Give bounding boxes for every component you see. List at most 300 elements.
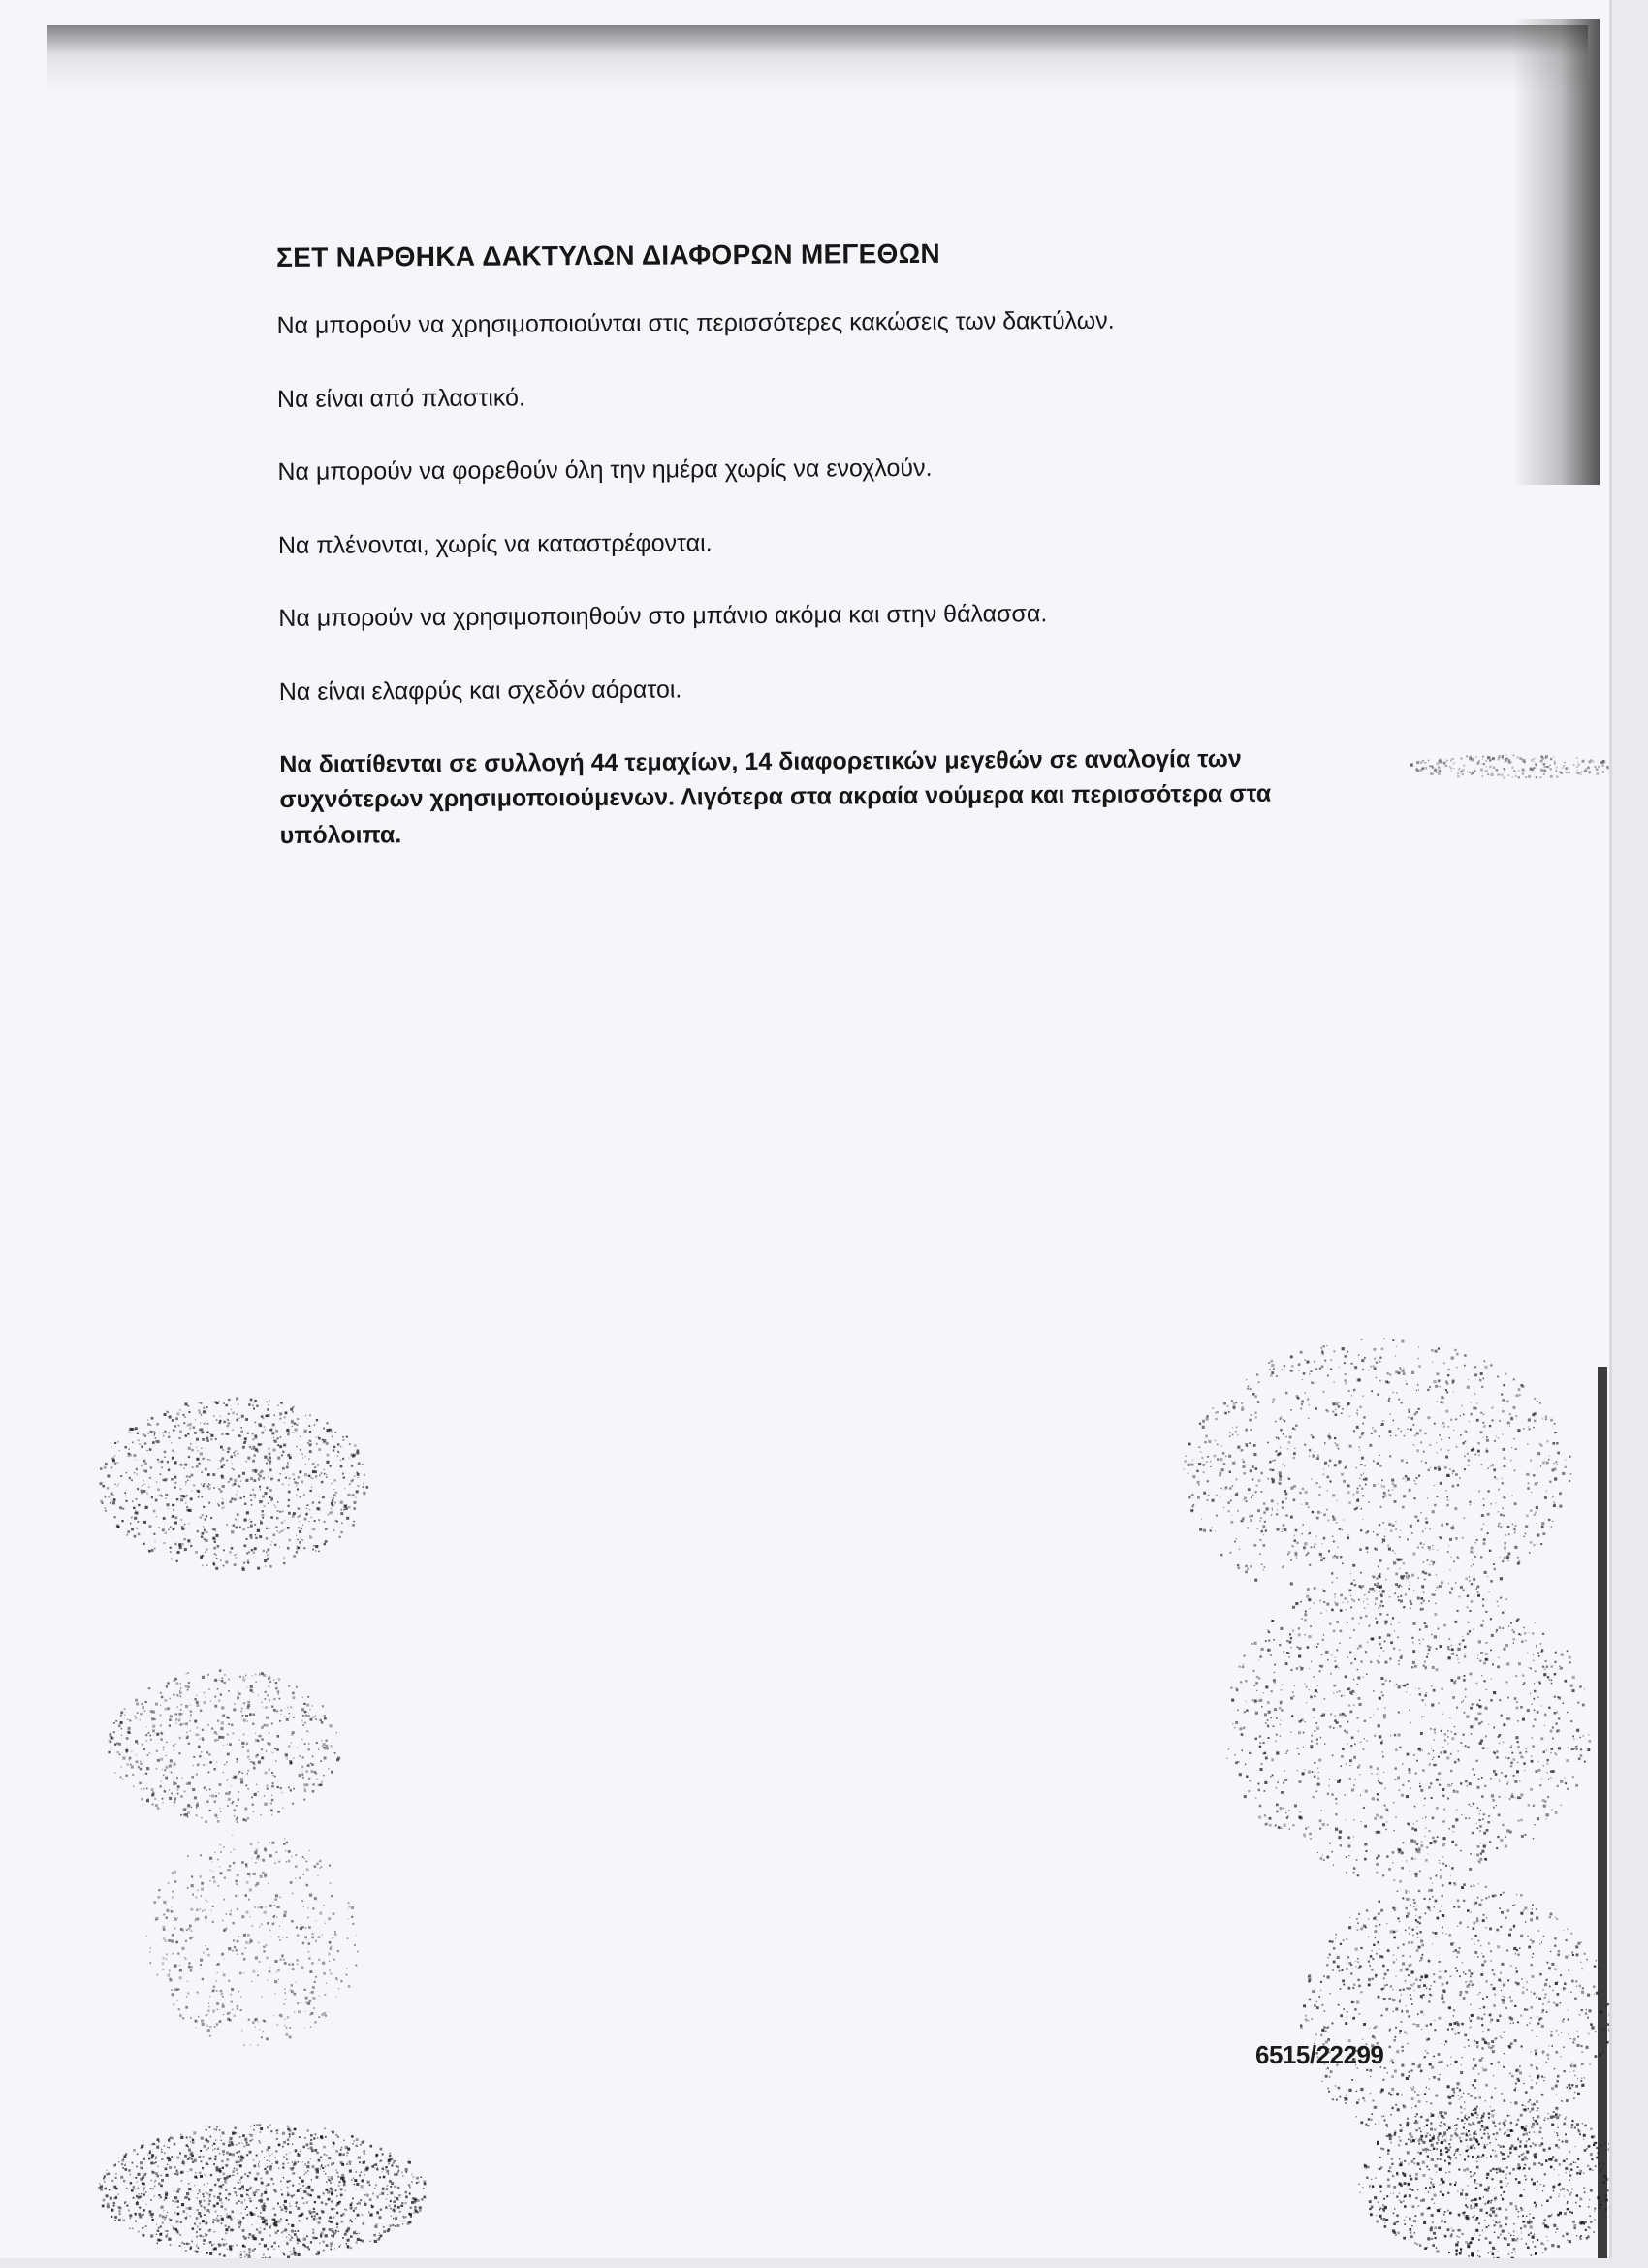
toner-speck <box>269 1565 271 1567</box>
toner-speck <box>1201 1457 1203 1459</box>
toner-speck <box>1305 1502 1308 1505</box>
toner-speck <box>171 1989 173 1991</box>
toner-speck <box>1275 1825 1277 1827</box>
toner-speck <box>262 1872 265 1874</box>
toner-speck <box>1570 1685 1573 1687</box>
toner-speck <box>1453 1430 1454 1431</box>
toner-speck <box>1333 1541 1335 1543</box>
toner-speck <box>1467 1607 1469 1609</box>
toner-speck <box>1344 1379 1347 1382</box>
toner-speck <box>1559 1666 1560 1667</box>
toner-speck <box>1395 1435 1396 1436</box>
toner-speck <box>1186 1456 1187 1457</box>
toner-speck <box>1470 1610 1472 1612</box>
toner-speck <box>318 1496 320 1497</box>
toner-speck <box>1528 1418 1531 1421</box>
toner-speck <box>255 1956 258 1959</box>
toner-speck <box>158 1527 160 1528</box>
toner-speck <box>1298 1370 1299 1371</box>
toner-speck <box>230 1478 233 1481</box>
toner-speck <box>1242 1465 1245 1468</box>
toner-speck <box>1464 1517 1465 1518</box>
toner-speck <box>1487 1513 1490 1516</box>
toner-speck <box>203 2243 204 2244</box>
toner-speck <box>243 1719 246 1722</box>
toner-speck <box>411 2181 413 2183</box>
toner-speck <box>1388 1523 1391 1526</box>
toner-speck <box>116 1525 119 1528</box>
toner-speck <box>167 1503 170 1506</box>
toner-speck <box>182 2210 185 2213</box>
toner-speck <box>320 1719 322 1721</box>
toner-speck <box>314 2021 316 2023</box>
toner-speck <box>307 1907 309 1909</box>
toner-speck <box>314 1424 316 1426</box>
toner-speck <box>376 2168 378 2170</box>
toner-speck <box>292 1963 295 1966</box>
toner-speck <box>218 1505 220 1507</box>
toner-speck <box>383 2230 386 2233</box>
toner-speck <box>207 2029 210 2032</box>
toner-speck <box>236 1880 238 1882</box>
toner-speck <box>1349 1445 1352 1448</box>
toner-speck <box>269 1842 270 1843</box>
toner-speck <box>184 2196 187 2199</box>
toner-speck <box>1353 1580 1354 1581</box>
toner-speck <box>1507 1781 1508 1782</box>
toner-speck <box>1537 1482 1538 1484</box>
toner-speck <box>1282 1684 1283 1685</box>
toner-speck <box>249 1534 252 1537</box>
toner-speck <box>151 1794 154 1797</box>
toner-speck <box>279 1720 281 1722</box>
toner-speck <box>263 1946 265 1948</box>
toner-speck <box>1478 1640 1481 1643</box>
toner-speck <box>262 1707 263 1708</box>
toner-speck <box>1466 1596 1467 1597</box>
toner-speck <box>171 1793 173 1795</box>
toner-speck <box>255 1495 256 1496</box>
toner-speck <box>1320 1556 1322 1558</box>
toner-speck <box>268 1883 269 1885</box>
toner-speck <box>158 2183 161 2186</box>
toner-speck <box>241 1953 243 1955</box>
toner-speck <box>304 1788 305 1789</box>
toner-speck <box>231 1988 234 1991</box>
toner-speck <box>255 1739 258 1742</box>
toner-speck <box>213 1487 215 1489</box>
toner-speck <box>182 1947 185 1950</box>
toner-speck <box>1477 1807 1479 1809</box>
toner-speck <box>208 2198 209 2199</box>
toner-speck <box>247 1934 250 1937</box>
toner-speck <box>1483 1437 1484 1438</box>
toner-speck <box>216 2129 218 2131</box>
toner-speck <box>270 1544 271 1545</box>
toner-speck <box>355 2218 356 2219</box>
toner-speck <box>1540 1643 1541 1644</box>
toner-speck <box>188 2243 189 2244</box>
toner-speck <box>1463 1734 1465 1736</box>
toner-speck <box>173 1528 175 1531</box>
toner-speck <box>197 1727 199 1729</box>
toner-speck <box>249 2198 250 2199</box>
toner-speck <box>180 2172 182 2174</box>
toner-speck <box>1295 1529 1298 1532</box>
toner-speck <box>1462 1636 1463 1637</box>
toner-speck <box>164 2219 165 2220</box>
toner-speck <box>335 1520 337 1522</box>
toner-speck <box>1341 1765 1343 1767</box>
toner-speck <box>318 1784 321 1787</box>
toner-speck <box>327 1514 329 1516</box>
toner-speck <box>1464 1468 1466 1470</box>
toner-speck <box>244 1545 247 1548</box>
toner-speck <box>174 1461 176 1464</box>
toner-speck <box>269 1430 270 1431</box>
toner-speck <box>144 1470 147 1473</box>
toner-speck <box>126 1737 129 1740</box>
toner-speck <box>1274 1460 1276 1462</box>
toner-speck <box>255 1469 258 1472</box>
toner-speck <box>219 2186 221 2188</box>
toner-speck <box>184 2164 185 2165</box>
toner-speck <box>293 1406 295 1408</box>
toner-speck <box>325 2234 328 2237</box>
toner-speck <box>1480 1652 1483 1654</box>
toner-speck <box>157 1459 159 1461</box>
toner-speck <box>206 2015 207 2017</box>
toner-speck <box>324 1717 327 1720</box>
toner-speck <box>252 1438 254 1440</box>
toner-speck <box>250 1761 252 1763</box>
toner-speck <box>413 2212 415 2214</box>
toner-speck <box>214 2220 216 2221</box>
toner-speck <box>260 1906 263 1909</box>
toner-speck <box>1309 1668 1310 1669</box>
toner-speck <box>1515 1448 1517 1450</box>
toner-speck <box>135 1427 138 1430</box>
toner-speck <box>1287 1750 1288 1751</box>
toner-speck <box>1337 1547 1339 1549</box>
toner-speck <box>104 1466 107 1469</box>
toner-speck <box>1305 1360 1306 1361</box>
toner-speck <box>252 1970 255 1973</box>
toner-speck <box>222 1508 223 1509</box>
toner-speck <box>346 2163 348 2165</box>
toner-speck <box>179 1713 182 1716</box>
toner-speck <box>236 1883 238 1885</box>
toner-speck <box>216 2169 219 2172</box>
toner-speck <box>234 1815 236 1817</box>
toner-speck <box>177 2188 180 2190</box>
toner-speck <box>228 2193 231 2196</box>
toner-speck <box>347 2239 350 2242</box>
toner-speck <box>351 1906 354 1909</box>
toner-speck <box>177 2214 178 2215</box>
toner-speck <box>1452 1525 1454 1527</box>
toner-speck <box>285 1999 287 2000</box>
toner-speck <box>217 1720 219 1722</box>
toner-speck <box>1451 1645 1452 1646</box>
toner-speck <box>191 1490 192 1491</box>
toner-speck <box>335 2169 337 2171</box>
toner-speck <box>170 1715 171 1716</box>
toner-speck <box>152 1725 155 1728</box>
toner-speck <box>282 1467 285 1470</box>
toner-speck <box>309 1992 310 1993</box>
toner-speck <box>1312 1382 1314 1384</box>
toner-speck <box>1404 1435 1406 1437</box>
toner-speck <box>223 1421 225 1423</box>
toner-speck <box>1298 1627 1300 1629</box>
toner-speck <box>184 1957 185 1958</box>
toner-speck <box>104 1496 106 1497</box>
toner-speck <box>355 1497 356 1498</box>
toner-speck <box>133 1507 135 1509</box>
toner-speck <box>1277 1509 1278 1510</box>
toner-speck <box>272 1782 274 1784</box>
toner-speck <box>396 2197 398 2199</box>
toner-speck <box>1425 1521 1428 1524</box>
toner-speck <box>1394 1484 1397 1487</box>
toner-speck <box>179 1969 182 1972</box>
toner-speck <box>1414 1435 1416 1437</box>
toner-speck <box>336 1997 337 1998</box>
toner-speck <box>1327 1793 1329 1795</box>
toner-speck <box>296 1424 298 1426</box>
toner-speck <box>253 1811 255 1812</box>
toner-speck <box>237 1821 238 1823</box>
toner-speck <box>253 1714 256 1717</box>
toner-speck <box>1350 1573 1351 1574</box>
toner-speck <box>228 1793 231 1796</box>
toner-speck <box>174 1543 176 1545</box>
toner-speck <box>112 1501 115 1504</box>
toner-speck <box>225 2189 227 2191</box>
toner-speck <box>1277 1503 1278 1504</box>
toner-speck <box>291 1421 294 1424</box>
toner-speck <box>289 1456 292 1459</box>
toner-speck <box>312 1705 313 1706</box>
toner-speck <box>1401 1402 1403 1403</box>
toner-speck <box>1289 1436 1292 1439</box>
toner-speck <box>221 2160 223 2162</box>
toner-speck <box>240 2009 242 2011</box>
toner-speck <box>192 1788 195 1791</box>
toner-speck <box>248 2254 250 2256</box>
toner-speck <box>1374 1548 1376 1550</box>
toner-speck <box>177 2206 179 2208</box>
toner-speck <box>1494 1440 1496 1442</box>
toner-speck <box>143 2214 144 2216</box>
toner-speck <box>1198 1484 1200 1486</box>
toner-speck <box>144 1463 147 1465</box>
toner-speck <box>1271 1364 1274 1367</box>
toner-speck <box>112 1495 113 1496</box>
toner-speck <box>337 1456 338 1457</box>
toner-speck <box>1416 1477 1418 1479</box>
toner-speck <box>217 1972 218 1973</box>
toner-speck <box>1379 1613 1381 1615</box>
toner-speck <box>275 1894 278 1897</box>
toner-speck <box>222 1498 223 1499</box>
toner-speck <box>261 1924 263 1926</box>
toner-speck <box>221 1706 224 1709</box>
toner-speck <box>1263 1534 1264 1535</box>
toner-speck <box>1459 1643 1462 1646</box>
toner-speck <box>1514 1470 1516 1472</box>
toner-speck <box>172 1457 174 1460</box>
toner-speck <box>161 1696 163 1698</box>
toner-speck <box>1451 1557 1452 1558</box>
toner-speck <box>316 2152 318 2154</box>
toner-speck <box>305 1715 308 1717</box>
toner-speck <box>209 2252 212 2255</box>
toner-speck <box>207 2140 210 2143</box>
toner-speck <box>165 2197 168 2200</box>
toner-speck <box>271 1842 274 1844</box>
toner-speck <box>128 2169 131 2172</box>
toner-speck <box>1207 1456 1209 1458</box>
toner-speck <box>150 1466 152 1468</box>
toner-speck <box>382 2171 383 2172</box>
toner-speck <box>238 2200 240 2202</box>
toner-speck <box>157 2138 160 2141</box>
toner-speck <box>244 1437 247 1440</box>
toner-speck <box>223 2143 226 2146</box>
toner-speck <box>152 1441 155 1444</box>
toner-speck <box>202 1910 203 1911</box>
toner-speck <box>1478 1455 1479 1456</box>
toner-speck <box>325 2136 327 2138</box>
toner-speck <box>1409 1709 1410 1711</box>
toner-speck <box>1476 1539 1478 1541</box>
toner-speck <box>206 2163 207 2165</box>
toner-speck <box>158 2141 160 2143</box>
toner-speck <box>337 1451 339 1453</box>
toner-speck <box>359 2233 360 2234</box>
toner-speck <box>1539 1784 1541 1786</box>
toner-speck <box>258 1443 260 1445</box>
toner-speck <box>1530 1693 1531 1694</box>
toner-speck <box>1340 1594 1343 1597</box>
toner-speck <box>139 2215 142 2218</box>
toner-speck <box>254 2125 255 2126</box>
toner-speck <box>253 1408 255 1410</box>
toner-speck <box>186 2213 187 2214</box>
toner-speck <box>187 1887 189 1889</box>
toner-speck <box>114 1455 116 1457</box>
toner-speck <box>1199 1423 1201 1425</box>
toner-speck <box>1354 1744 1356 1746</box>
toner-speck <box>331 1771 333 1774</box>
toner-speck <box>1499 1420 1501 1422</box>
toner-speck <box>1429 1444 1431 1446</box>
toner-speck <box>402 2175 403 2176</box>
toner-speck <box>123 2158 125 2160</box>
toner-speck <box>197 2225 199 2227</box>
toner-speck <box>334 2248 335 2249</box>
toner-speck <box>304 1936 307 1938</box>
toner-speck <box>214 2184 216 2186</box>
toner-speck <box>107 2205 110 2208</box>
toner-speck <box>1452 1470 1454 1472</box>
toner-speck <box>207 1485 209 1487</box>
toner-speck <box>336 2172 338 2174</box>
toner-speck <box>366 2194 369 2197</box>
toner-speck <box>360 2239 362 2241</box>
toner-speck <box>1368 1591 1370 1593</box>
toner-speck <box>308 2148 309 2149</box>
toner-speck <box>1389 1680 1391 1682</box>
toner-speck <box>1400 1369 1402 1370</box>
toner-speck <box>232 1777 233 1778</box>
toner-speck <box>114 2220 116 2221</box>
toner-speck <box>1500 1514 1502 1516</box>
toner-speck <box>1470 1551 1473 1554</box>
toner-speck <box>1373 1366 1374 1367</box>
toner-speck <box>187 1425 189 1427</box>
toner-speck <box>1506 1829 1509 1832</box>
toner-speck <box>218 1736 221 1739</box>
toner-speck <box>1347 1491 1350 1494</box>
toner-speck <box>332 2199 333 2200</box>
toner-speck <box>204 1529 206 1532</box>
toner-speck <box>152 1711 155 1714</box>
toner-speck <box>1554 1477 1557 1480</box>
toner-speck <box>352 2198 354 2200</box>
toner-speck <box>352 2136 353 2137</box>
toner-speck <box>266 2038 269 2041</box>
toner-speck <box>200 1555 203 1558</box>
toner-speck <box>196 2251 198 2252</box>
toner-speck <box>1277 1528 1280 1531</box>
toner-speck <box>154 1901 157 1904</box>
toner-speck <box>1216 1495 1218 1496</box>
toner-speck <box>1212 1499 1215 1502</box>
toner-speck <box>1258 1479 1261 1482</box>
toner-speck <box>201 1484 202 1485</box>
toner-speck <box>424 2196 427 2199</box>
toner-speck <box>391 2165 393 2167</box>
toner-speck <box>1398 1789 1400 1791</box>
toner-speck <box>1468 1379 1469 1380</box>
toner-speck <box>341 2147 343 2149</box>
toner-speck <box>262 1514 265 1517</box>
toner-speck <box>120 2176 123 2179</box>
toner-speck <box>257 1975 259 1977</box>
toner-speck <box>1444 1466 1447 1469</box>
toner-speck <box>223 1772 224 1773</box>
toner-speck <box>1471 1547 1474 1550</box>
toner-speck <box>186 1495 188 1496</box>
toner-speck <box>274 1544 276 1546</box>
toner-speck <box>1417 1546 1419 1548</box>
toner-speck <box>243 1562 245 1564</box>
toner-speck <box>331 1483 332 1484</box>
toner-speck <box>1570 1720 1572 1722</box>
toner-speck <box>323 1972 326 1975</box>
toner-speck <box>237 1940 239 1943</box>
toner-speck <box>1296 1646 1298 1648</box>
toner-speck <box>223 1565 225 1567</box>
toner-speck <box>1519 1752 1521 1754</box>
toner-speck <box>175 1713 177 1715</box>
toner-speck <box>1497 1376 1499 1378</box>
toner-speck <box>1376 1863 1379 1866</box>
toner-speck <box>1440 1875 1442 1877</box>
